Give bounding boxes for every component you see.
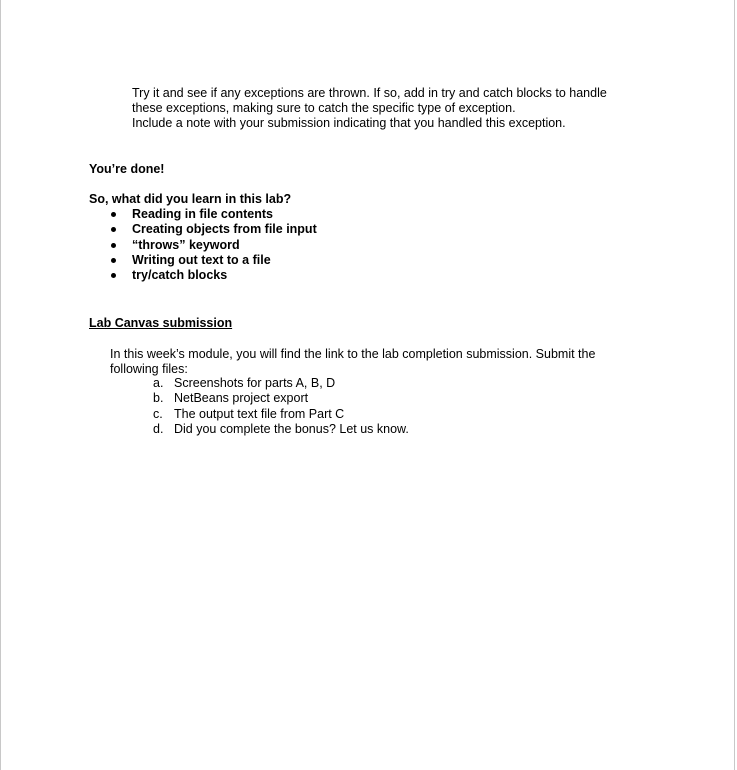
list-item xyxy=(153,376,409,391)
list-item-text: Did you complete the bonus? Let us know. xyxy=(174,421,409,436)
intro-line-2: these exceptions, making sure to catch the specific type of exception. xyxy=(132,101,516,115)
list-item-text: The output text file from Part C xyxy=(174,406,345,421)
learn-heading: So, what did you learn in this lab? xyxy=(89,192,292,206)
list-item xyxy=(110,238,317,253)
bullet-icon xyxy=(111,212,116,217)
submission-file-list xyxy=(153,376,409,437)
bullet-icon xyxy=(111,273,116,278)
submission-line-2: following files: xyxy=(110,362,188,376)
bullet-icon xyxy=(111,258,116,263)
list-marker: c. xyxy=(153,406,163,421)
list-item-text: try/catch blocks xyxy=(132,268,228,283)
learn-bullet-list xyxy=(110,207,317,283)
list-item xyxy=(153,391,409,406)
bullet-icon xyxy=(111,243,116,248)
list-item xyxy=(110,268,317,283)
list-item xyxy=(110,222,317,237)
done-heading: You’re done! xyxy=(89,162,165,176)
submission-heading: Lab Canvas submission xyxy=(89,316,233,330)
bullet-icon xyxy=(111,227,116,232)
list-item xyxy=(110,253,317,268)
intro-line-3: Include a note with your submission indicating that you handled this exception. xyxy=(132,116,566,130)
list-item-text: NetBeans project export xyxy=(174,391,309,406)
list-marker: b. xyxy=(153,391,164,406)
list-item-text: “throws” keyword xyxy=(132,237,240,252)
list-item-text: Writing out text to a file xyxy=(132,252,271,267)
list-item-text: Reading in file contents xyxy=(132,207,273,221)
intro-line-1: Try it and see if any exceptions are thrown. If so, add in try and catch blocks to handle xyxy=(132,86,607,100)
list-item-text: Screenshots for parts A, B, D xyxy=(174,376,336,390)
submission-line-1: In this week’s module, you will find the link to the lab completion submission. Submit the xyxy=(110,347,596,361)
list-item xyxy=(153,422,409,437)
list-item xyxy=(153,407,409,422)
list-item xyxy=(110,207,317,222)
list-item-text: Creating objects from file input xyxy=(132,222,317,237)
list-marker: d. xyxy=(153,421,164,436)
list-marker: a. xyxy=(153,376,164,390)
